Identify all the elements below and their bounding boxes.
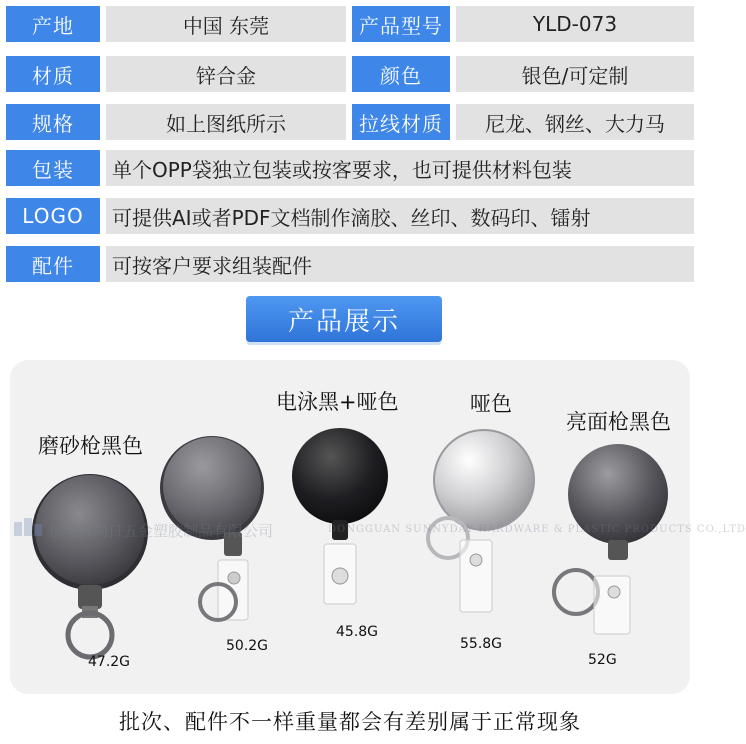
spec-value: 银色/可定制 <box>456 56 694 92</box>
spec-label: 规格 <box>6 104 100 140</box>
product-name: 哑色 <box>470 392 512 416</box>
product-weight: 50.2G <box>226 638 269 654</box>
spec-row-logo <box>6 198 694 234</box>
product-weight: 52G <box>588 652 617 668</box>
section-title-banner: 产品展示 <box>246 296 442 342</box>
footer-note: 批次、配件不一样重量都会有差别属于正常现象 <box>119 710 581 734</box>
spec-row-origin <box>6 6 694 42</box>
spec-row-packing <box>6 150 694 186</box>
spec-label: 材质 <box>6 56 100 92</box>
spec-value: 可提供AI或者PDF文档制作滴胶、丝印、数码印、镭射 <box>106 198 694 234</box>
spec-value: 中国 东莞 <box>106 6 346 42</box>
product-weight: 55.8G <box>460 636 503 652</box>
spec-row-accessory <box>6 246 694 282</box>
product-image-matte-gunmetal <box>30 470 160 660</box>
spec-label: 产地 <box>6 6 100 42</box>
spec-label: LOGO <box>6 198 100 234</box>
spec-value: YLD-073 <box>456 6 694 42</box>
product-weight: 47.2G <box>88 654 131 670</box>
product-image-black <box>290 426 390 616</box>
product-name: 磨砂枪黑色 <box>38 434 143 458</box>
spec-label: 配件 <box>6 246 100 282</box>
product-weight: 45.8G <box>336 624 379 640</box>
spec-row-size <box>6 104 694 140</box>
spec-label: 拉线材质 <box>352 104 450 140</box>
spec-value: 锌合金 <box>106 56 346 92</box>
spec-value: 尼龙、钢丝、大力马 <box>456 104 694 140</box>
spec-value: 单个OPP袋独立包装或按客要求，也可提供材料包装 <box>106 150 694 186</box>
spec-row-material <box>6 56 694 92</box>
product-name: 电泳黑+哑色 <box>276 390 399 414</box>
watermark-logo <box>14 518 42 538</box>
spec-value: 如上图纸所示 <box>106 104 346 140</box>
watermark-text-cn: 东莞市尚日五金塑胶制品有限公司 <box>48 522 274 540</box>
spec-label: 包装 <box>6 150 100 186</box>
product-name: 亮面枪黑色 <box>566 410 671 434</box>
spec-value: 可按客户要求组装配件 <box>106 246 694 282</box>
spec-label: 颜色 <box>352 56 450 92</box>
spec-label: 产品型号 <box>352 6 450 42</box>
product-image-glossy-gunmetal <box>548 442 678 652</box>
watermark-text-en: DONGGUAN SUNNYDAY HARDWARE & PLASTIC PRODUCTS CO.,LTD <box>328 524 746 535</box>
